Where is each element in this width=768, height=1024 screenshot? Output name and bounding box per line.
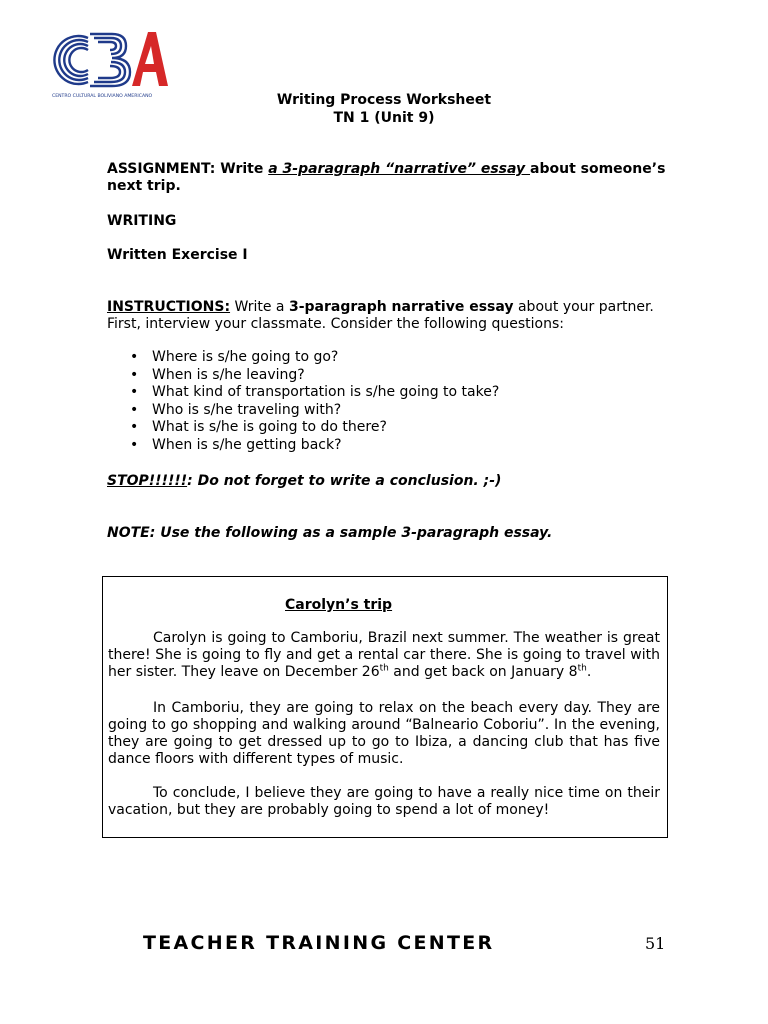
assignment-emphasis: a 3-paragraph “narrative” essay <box>268 161 531 177</box>
instructions-bold: 3-paragraph narrative essay <box>288 299 514 315</box>
svg-text:CENTRO CULTURAL BOLIVIANO AMER: CENTRO CULTURAL BOLIVIANO AMERICANO <box>52 94 153 99</box>
stop-text: : Do not forget to write a conclusion. ;-) <box>187 473 502 489</box>
footer-title: TEACHER TRAINING CENTER <box>143 932 495 954</box>
list-item: • When is s/he getting back? <box>152 437 672 455</box>
cba-logo <box>50 26 170 102</box>
essay-title: Carolyn’s trip <box>285 597 393 613</box>
list-item: • What is s/he is going to do there? <box>152 419 672 437</box>
list-item: • When is s/he leaving? <box>152 367 672 385</box>
stop-label: STOP!!!!!! <box>107 473 188 489</box>
section-writing-heading: WRITING <box>107 213 177 229</box>
essay-paragraph-3: To conclude, I believe they are going to have a really nice time on their vacation, but they are probably going to spend a lot of money! <box>108 785 660 818</box>
section-exercise-heading: Written Exercise I <box>107 247 248 263</box>
assignment-text <box>107 161 677 195</box>
instructions-label: INSTRUCTIONS: <box>107 299 231 315</box>
assignment-rest: about someone’s next trip. <box>107 161 666 194</box>
sample-essay-box <box>102 576 668 838</box>
list-item: • Where is s/he going to go? <box>152 349 672 367</box>
instructions-post: about your partner. First, interview your classmate. Consider the following questions: <box>107 299 654 332</box>
instructions-text <box>107 299 667 333</box>
assignment-label: ASSIGNMENT: Write <box>107 161 269 177</box>
question-list <box>112 349 672 455</box>
sample-note: NOTE: Use the following as a sample 3-paragraph essay. <box>107 525 553 541</box>
worksheet-title: Writing Process Worksheet <box>276 92 492 108</box>
instructions-pre: Write a <box>230 299 289 315</box>
worksheet-subtitle: TN 1 (Unit 9) <box>333 110 435 126</box>
list-item: • Who is s/he traveling with? <box>152 402 672 420</box>
essay-paragraph-2: In Camboriu, they are going to relax on the beach every day. They are going to go shopping and walking around “Balneario Coboriu”. In the evening, they are going to get dressed up to go to Ibiza, a dancing club that has five dance floors with different types of music. <box>108 700 660 767</box>
page-number: 51 <box>645 934 666 953</box>
list-item: • What kind of transportation is s/he going to take? <box>152 384 672 402</box>
stop-note <box>107 473 667 490</box>
essay-paragraph-1: Carolyn is going to Camboriu, Brazil next summer. The weather is great there! She is going to fly and get a rental car there. She is going to travel with her sister. They leave on December 26th and get back on January 8th. <box>108 630 660 680</box>
